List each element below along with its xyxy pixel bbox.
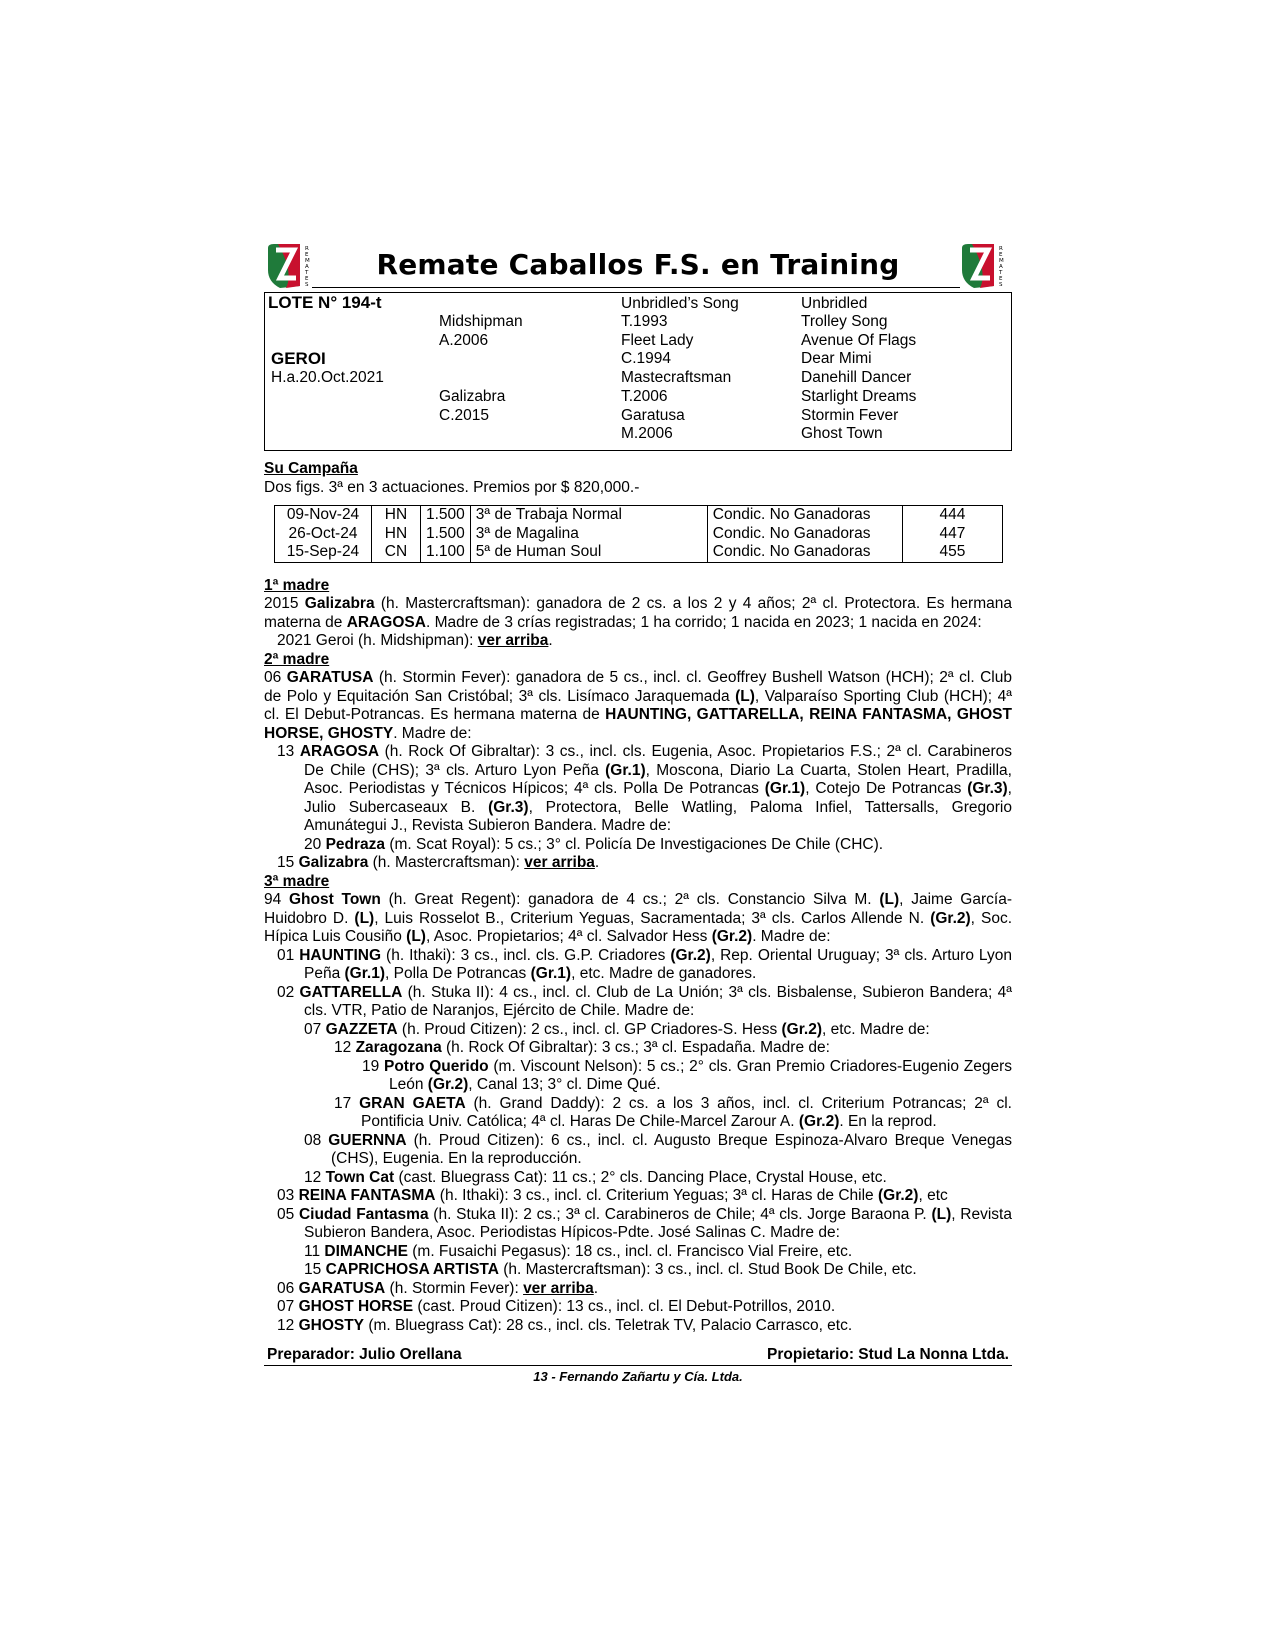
race-condition: Condic. No Ganadoras xyxy=(707,525,902,544)
offspring-entry: 02 GATTARELLA (h. Stuka II): 4 cs., incl. cl. Club de La Unión; 3ª cls. Bisbalense, Subieron Bandera; 4ª cls. VTR, Patio de Naranjos, Ejército de Chile. Madre de: xyxy=(277,983,1012,1019)
ancestor: Dear Mimi xyxy=(801,350,872,367)
svg-text:T: T xyxy=(305,270,309,276)
ancestor: Starlight Dreams xyxy=(801,388,917,405)
offspring-entry: 11 DIMANCHE (m. Fusaichi Pegasus): 18 cs., incl. cl. Francisco Vial Freire, etc. xyxy=(304,1242,853,1260)
race-weight: 444 xyxy=(902,506,1002,525)
offspring-entry: 12 Town Cat (cast. Bluegrass Cat): 11 cs.; 2° cls. Dancing Place, Crystal House, etc. xyxy=(304,1168,887,1186)
zr-logo-icon xyxy=(264,242,318,290)
ver-arriba-link: ver arriba xyxy=(523,1279,594,1297)
race-result: 5ª de Human Soul xyxy=(470,543,707,562)
race-weight: 455 xyxy=(902,543,1002,562)
header-rule xyxy=(312,287,960,288)
horse-info: H.a.20.Oct.2021 xyxy=(271,369,384,386)
race-date: 09-Nov-24 xyxy=(286,506,360,523)
table-row xyxy=(275,525,1003,544)
ancestor: Trolley Song xyxy=(801,313,888,330)
grandsire-maternal-year: T.2006 xyxy=(621,388,668,405)
race-result: 3ª de Magalina xyxy=(470,525,707,544)
lot-number: LOTE N° 194-t xyxy=(268,293,382,312)
page-title: Remate Caballos F.S. en Training xyxy=(376,248,900,281)
offspring-entry: 12 Zaragozana (h. Rock Of Gibraltar): 3 cs.; 3ª cl. Espadaña. Madre de: xyxy=(334,1039,830,1056)
offspring-entry: 06 GARATUSA (h. Stormin Fever): ver arriba. xyxy=(277,1279,599,1297)
race-distance: 1.100 xyxy=(421,543,471,562)
race-results-table xyxy=(274,505,1003,563)
offspring-entry: 20 Pedraza (m. Scat Royal): 5 cs.; 3° cl. Policía De Investigaciones De Chile (CHC). xyxy=(304,835,884,853)
catalog-page xyxy=(264,242,1012,1384)
race-track: HN xyxy=(372,525,421,544)
svg-text:M: M xyxy=(999,258,1004,264)
svg-text:E: E xyxy=(999,276,1003,282)
table-row xyxy=(275,506,1003,525)
ancestor: Avenue Of Flags xyxy=(801,332,917,349)
first-dam-text: 2015 Galizabra (h. Mastercraftsman): ganadora de 2 cs. a los 2 y 4 años; 2ª cl. Protectora. Es hermana materna de ARAGOSA. Madre de 3 crías registradas; 1 ha corrido; 1 nacida en 2023; 1 nacida en 2024: xyxy=(264,595,1012,631)
svg-text:A: A xyxy=(305,264,309,270)
trainer: Preparador: Julio Orellana xyxy=(267,1346,462,1363)
svg-text:S: S xyxy=(305,282,309,288)
campaign-section xyxy=(264,459,1012,563)
offspring-entry: 13 ARAGOSA (h. Rock Of Gibraltar): 3 cs., incl. cls. Eugenia, Asoc. Propietarios F.S.; 2ª cl. Carabineros De Chile (CHS); 3ª cls. Arturo Lyon Peña (Gr.1), Moscona, Diario La Cuarta, Stolen Heart, Pradilla, Asoc. Periodistas y Técnicos Hípicos; 4ª cls. Polla De Potrancas (Gr.1), Cotejo De Potrancas (Gr.3), Julio Subercaseaux B. (Gr.3), Protectora, Belle Watling, Paloma Infiel, Tattersalls, Gregorio Amunátegui J., Revista Subieron Bandera. Madre de: xyxy=(277,743,1012,834)
race-weight: 447 xyxy=(902,525,1002,544)
first-dam-heading: 1ª madre xyxy=(264,576,330,594)
offspring-entry: 03 REINA FANTASMA (h. Ithaki): 3 cs., incl. cl. Criterium Yeguas; 3ª cl. Haras de Chile (Gr.2), etc xyxy=(277,1187,948,1204)
ancestor: Ghost Town xyxy=(801,425,883,442)
table-row xyxy=(275,543,1003,562)
page-header xyxy=(264,242,1012,292)
third-dam-text: 94 Ghost Town (h. Great Regent): ganadora de 4 cs.; 2ª cls. Constancio Silva M. (L), Jaime García-Huidobro D. (L), Luis Rosselot B., Criterium Yeguas, Sacramentada; 3ª cls. Carlos Allende N. (Gr.2), Soc. Hípica Luis Cousiño (L), Asoc. Propietarios; 4ª cl. Salvador Hess (Gr.2). Madre de: xyxy=(264,891,1012,945)
svg-text:T: T xyxy=(999,270,1003,276)
offspring-entry: 01 HAUNTING (h. Ithaki): 3 cs., incl. cls. G.P. Criadores (Gr.2), Rep. Oriental Uruguay; 3ª cls. Arturo Lyon Peña (Gr.1), Polla De Potrancas (Gr.1), etc. Madre de ganadores. xyxy=(277,946,1012,982)
offspring-entry: 17 GRAN GAETA (h. Grand Daddy): 2 cs. a los 3 años, incl. cl. Criterium Potrancas; 2ª cl. Pontificia Univ. Católica; 4ª cl. Haras De Chile-Marcel Zarour A. (Gr.2). En la reprod. xyxy=(334,1094,1012,1130)
offspring-entry: 07 GAZZETA (h. Proud Citizen): 2 cs., incl. cl. GP Criadores-S. Hess (Gr.2), etc. Madre de: xyxy=(304,1020,930,1038)
first-dam-offspring: 2021 Geroi (h. Midshipman): ver arriba. xyxy=(277,632,553,649)
race-distance: 1.500 xyxy=(421,525,471,544)
sire-year: A.2006 xyxy=(439,332,489,349)
granddam-paternal: Fleet Lady xyxy=(621,332,694,349)
ancestor: Unbridled xyxy=(801,295,868,312)
campaign-summary: Dos figs. 3ª en 3 actuaciones. Premios por $ 820,000.- xyxy=(264,479,640,496)
ver-arriba-link: ver arriba xyxy=(524,854,595,871)
offspring-entry: 19 Potro Querido (m. Viscount Nelson): 5 cs.; 2° cls. Gran Premio Criadores-Eugenio Zegers León (Gr.2), Canal 13; 3° cl. Dime Qué. xyxy=(362,1057,1012,1093)
offspring-entry: 08 GUERNNA (h. Proud Citizen): 6 cs., incl. cl. Augusto Breque Espinoza-Alvaro Breque Venegas (CHS), Eugenia. En la reproducción. xyxy=(304,1131,1012,1167)
offspring-entry: 15 CAPRICHOSA ARTISTA (h. Mastercraftsman): 3 cs., incl. cl. Stud Book De Chile, etc. xyxy=(304,1261,917,1278)
grandsire-paternal: Unbridled’s Song xyxy=(621,295,739,312)
ancestor: Danehill Dancer xyxy=(801,369,912,386)
race-result: 3ª de Trabaja Normal xyxy=(470,506,707,525)
race-date: 15-Sep-24 xyxy=(286,543,360,560)
svg-text:E: E xyxy=(999,252,1003,258)
grandsire-paternal-year: T.1993 xyxy=(621,313,668,330)
horse-name: GEROI xyxy=(271,349,326,368)
page-footer: 13 - Fernando Zañartu y Cía. Ltda. xyxy=(533,1369,743,1384)
svg-text:S: S xyxy=(999,282,1003,288)
svg-text:A: A xyxy=(999,264,1003,270)
pedigree-box xyxy=(264,292,1012,451)
second-dam-heading: 2ª madre xyxy=(264,650,330,668)
svg-text:R: R xyxy=(305,246,309,252)
race-condition: Condic. No Ganadoras xyxy=(707,506,902,525)
offspring-entry: 05 Ciudad Fantasma (h. Stuka II): 2 cs.; 3ª cl. Carabineros de Chile; 4ª cls. Jorge Baraona P. (L), Revista Subieron Bandera, Asoc. Periodistas Hípicos-Pdte. José Salinas C. Madre de: xyxy=(277,1205,1012,1241)
granddam-paternal-year: C.1994 xyxy=(621,350,671,367)
race-date: 26-Oct-24 xyxy=(288,524,358,542)
ancestor: Stormin Fever xyxy=(801,407,899,424)
offspring-entry: 07 GHOST HORSE (cast. Proud Citizen): 13 cs., incl. cl. El Debut-Potrillos, 2010. xyxy=(277,1298,836,1315)
svg-text:M: M xyxy=(305,258,310,264)
offspring-entry: 15 Galizabra (h. Mastercraftsman): ver arriba. xyxy=(277,854,600,871)
svg-text:E: E xyxy=(305,252,309,258)
race-distance: 1.500 xyxy=(421,506,471,525)
race-condition: Condic. No Ganadoras xyxy=(707,543,902,562)
second-dam-text: 06 GARATUSA (h. Stormin Fever): ganadora de 5 cs., incl. cl. Geoffrey Bushell Watson (HCH); 2ª cl. Club de Polo y Equitación San Cristóbal; 3ª cls. Lisímaco Jaraquemada (L), Valparaíso Sporting Club (HCH); 4ª cl. El Debut-Potrancas. Es hermana materna de HAUNTING, GATTARELLA, REINA FANTASMA, GHOST HORSE, GHOSTY. Madre de: xyxy=(264,669,1012,742)
granddam-maternal: Garatusa xyxy=(621,407,685,424)
race-track: CN xyxy=(372,543,421,562)
family-section xyxy=(264,577,1012,1336)
granddam-maternal-year: M.2006 xyxy=(621,425,673,442)
grandsire-maternal: Mastecraftsman xyxy=(621,369,732,386)
offspring-entry: 12 GHOSTY (m. Bluegrass Cat): 28 cs., incl. cls. Teletrak TV, Palacio Carrasco, etc. xyxy=(277,1316,853,1334)
dam-year: C.2015 xyxy=(439,407,489,424)
owner: Propietario: Stud La Nonna Ltda. xyxy=(767,1346,1009,1363)
third-dam-heading: 3ª madre xyxy=(264,872,330,890)
campaign-heading: Su Campaña xyxy=(264,460,358,477)
svg-text:R: R xyxy=(999,246,1003,252)
dam-name: Galizabra xyxy=(439,388,506,405)
lot-footer xyxy=(264,1345,1012,1366)
zr-logo-icon xyxy=(958,242,1012,290)
ver-arriba-link: ver arriba xyxy=(477,632,549,649)
sire-name: Midshipman xyxy=(439,313,523,330)
race-track: HN xyxy=(372,506,421,525)
svg-text:E: E xyxy=(305,276,309,282)
